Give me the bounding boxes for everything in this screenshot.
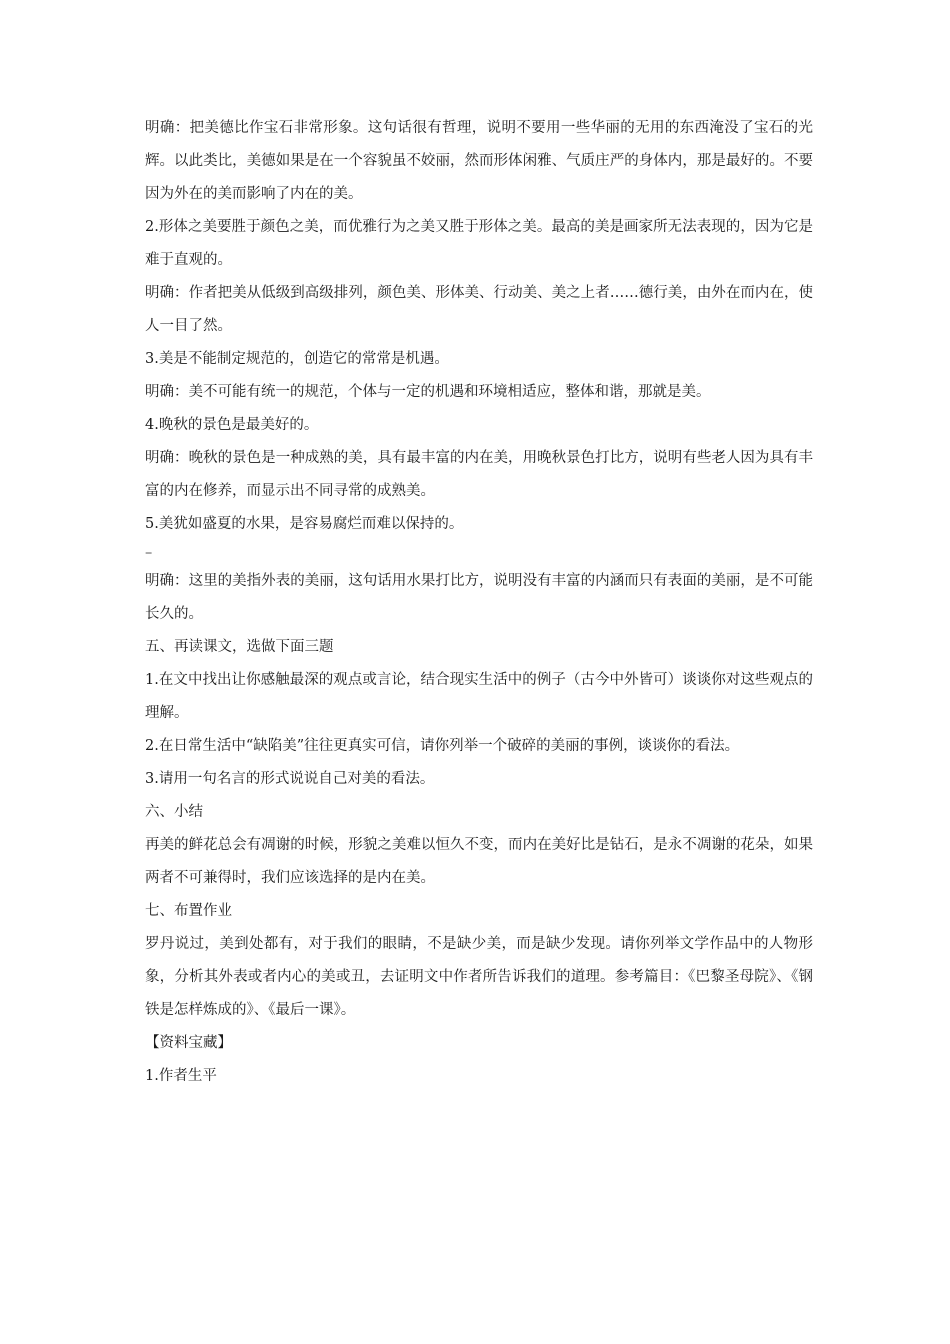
paragraph-item-4: 4.晚秋的景色是最美好的。 — [145, 417, 319, 433]
author-biography-heading: 1.作者生平 — [145, 1068, 217, 1084]
paragraph-item-5-explanation: 明确：这里的美指外表的美丽，这句话用水果打比方，说明没有丰富的内涵而只有表面的美丽，是不可能长久的。 — [145, 573, 813, 622]
resource-heading: 【资料宝藏】 — [145, 1035, 232, 1051]
homework-paragraph: 罗丹说过，美到处都有，对于我们的眼睛，不是缺少美，而是缺少发现。请你列举文学作品中的人物形象，分析其外表或者内心的美或丑，去证明文中作者所告诉我们的道理。参考篇目：《巴黎圣母院》、《钢铁是怎样炼成的》、《最后一课》。 — [145, 936, 813, 1018]
paragraph-item-5: 5.美犹如盛夏的水果，是容易腐烂而难以保持的。 — [145, 516, 464, 532]
summary-paragraph: 再美的鲜花总会有凋谢的时候，形貌之美难以恒久不变，而内在美好比是钻石，是永不凋谢的花朵，如果两者不可兼得时，我们应该选择的是内在美。 — [145, 837, 813, 886]
paragraph-item-3: 3.美是不能制定规范的，创造它的常常是机遇。 — [145, 351, 449, 367]
dash-mark: – — [145, 545, 153, 561]
document-page — [145, 112, 813, 1093]
section-heading-7: 七、布置作业 — [145, 903, 232, 919]
paragraph-gem-explanation: 明确：把美德比作宝石非常形象。这句话很有哲理，说明不要用一些华丽的无用的东西淹没了宝石的光辉。以此类比，美德如果是在一个容貌虽不姣丽，然而形体闲雅、气质庄严的身体内，那是最好的。不要因为外在的美而影响了内在的美。 — [145, 120, 813, 202]
section-heading-6: 六、小结 — [145, 804, 203, 820]
paragraph-item-2: 2.形体之美要胜于颜色之美，而优雅行为之美又胜于形体之美。最高的美是画家所无法表现的，因为它是难于直观的。 — [145, 219, 813, 268]
section-heading-5: 五、再读课文，选做下面三题 — [145, 639, 334, 655]
exercise-2: 2.在日常生活中“缺陷美”往往更真实可信，请你列举一个破碎的美丽的事例，谈谈你的看法。 — [145, 738, 740, 754]
paragraph-item-2-explanation: 明确：作者把美从低级到高级排列，颜色美、形体美、行动美、美之上者……德行美，由外在而内在，使人一目了然。 — [145, 285, 813, 334]
paragraph-item-3-explanation: 明确：美不可能有统一的规范，个体与一定的机遇和环境相适应，整体和谐，那就是美。 — [145, 384, 711, 400]
paragraph-item-4-explanation: 明确：晚秋的景色是一种成熟的美，具有最丰富的内在美，用晚秋景色打比方，说明有些老人因为具有丰富的内在修养，而显示出不同寻常的成熟美。 — [145, 450, 813, 499]
exercise-1: 1.在文中找出让你感触最深的观点或言论，结合现实生活中的例子（古今中外皆可）谈谈你对这些观点的理解。 — [145, 672, 813, 721]
exercise-3: 3.请用一句名言的形式说说自己对美的看法。 — [145, 771, 435, 787]
